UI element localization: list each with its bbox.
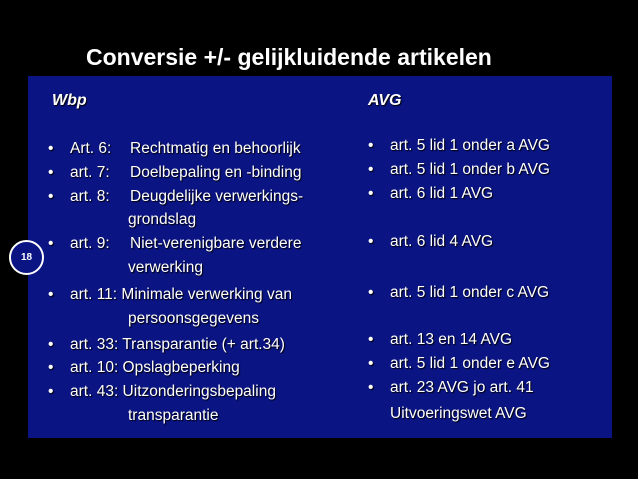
article-desc: Doelbepaling en -binding	[130, 164, 302, 181]
article-desc-cont: persoonsgegevens	[128, 310, 259, 327]
slide-title: Conversie +/- gelijkluidende artikelen	[86, 44, 492, 70]
article-desc-cont: Uitvoeringswet AVG	[390, 405, 527, 422]
article-text: art. 23 AVG jo art. 41	[390, 379, 534, 396]
article-text: art. 5 lid 1 onder e AVG	[390, 355, 550, 372]
article-desc: Deugdelijke verwerkings-	[130, 188, 304, 205]
article-text: art. 6 lid 1 AVG	[390, 185, 494, 202]
article-ref: art. 7:	[70, 164, 110, 181]
article-text: art. 5 lid 1 onder a AVG	[390, 137, 550, 154]
wbp-heading: Wbp	[52, 92, 87, 109]
article-desc-cont: grondslag	[128, 211, 197, 228]
slide-number-badge: 18	[9, 240, 44, 275]
article-text: art. 11: Minimale verwerking van	[70, 286, 292, 303]
article-text: art. 5 lid 1 onder b AVG	[390, 161, 550, 178]
article-ref: art. 9:	[70, 235, 110, 252]
article-text: art. 33: Transparantie (+ art.34)	[70, 336, 285, 353]
article-text: art. 43: Uitzonderingsbepaling	[70, 383, 276, 400]
article-text: art. 10: Opslagbeperking	[70, 359, 240, 376]
article-text: art. 6 lid 4 AVG	[390, 233, 494, 250]
article-desc: Niet-verenigbare verdere	[130, 235, 302, 252]
article-ref: Art. 6:	[70, 140, 112, 157]
avg-heading: AVG	[368, 92, 402, 109]
article-text: art. 5 lid 1 onder c AVG	[390, 284, 550, 301]
article-ref: art. 8:	[70, 188, 110, 205]
article-desc-cont: verwerking	[128, 259, 203, 276]
article-desc-cont: transparantie	[128, 407, 219, 424]
article-desc: Rechtmatig en behoorlijk	[130, 140, 301, 157]
article-text: art. 13 en 14 AVG	[390, 331, 513, 348]
